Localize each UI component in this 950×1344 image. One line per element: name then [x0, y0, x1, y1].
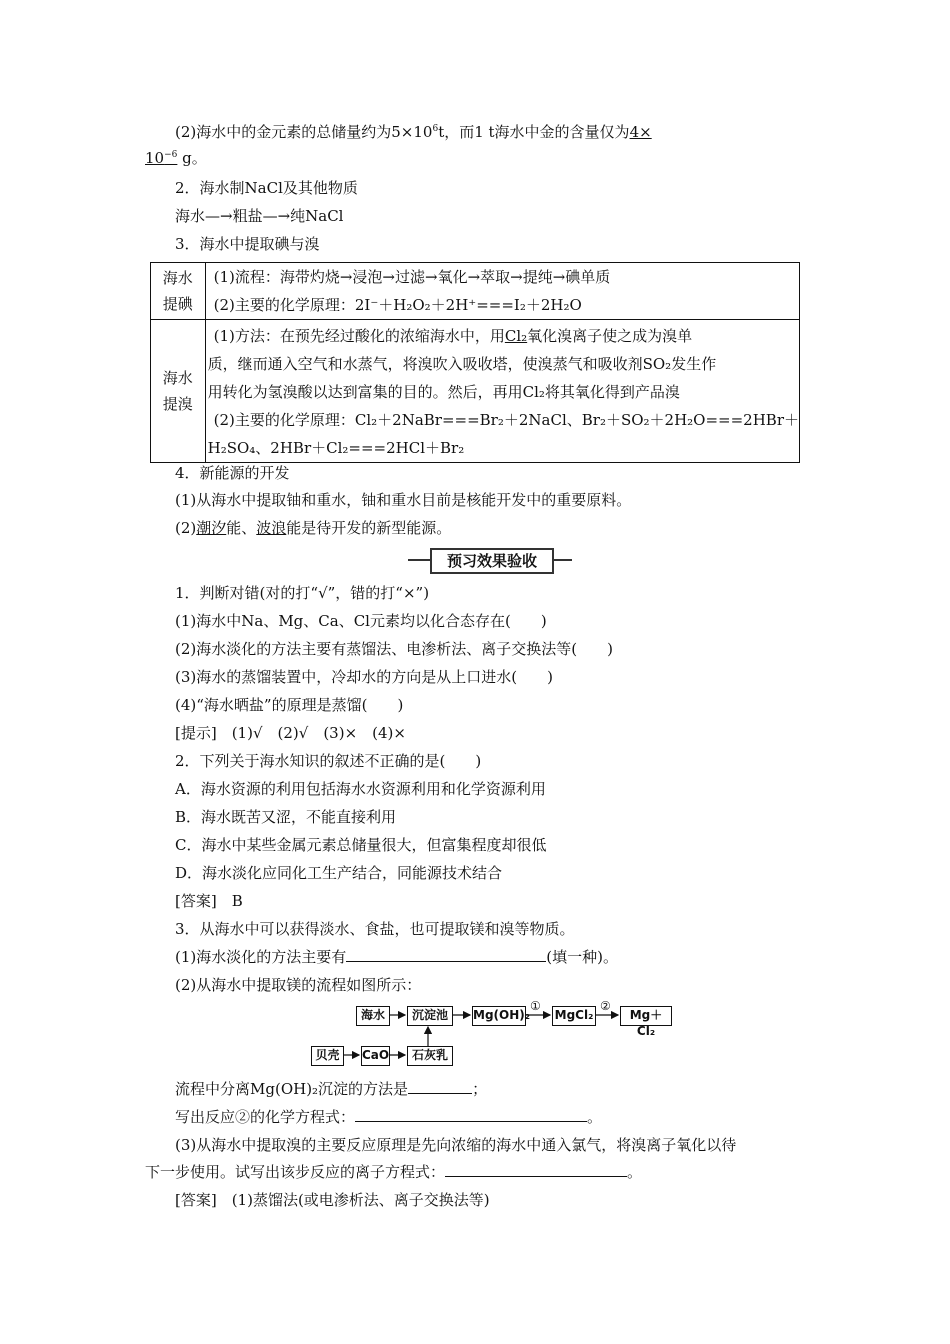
q1-item-4: (4)“海水晒盐”的原理是蒸馏( ) [175, 696, 404, 714]
gold-answer-part1: 4× [629, 123, 652, 141]
q2-title: 2．下列关于海水知识的叙述不正确的是( ) [175, 752, 482, 770]
answer-blank[interactable] [355, 1107, 587, 1122]
section-3-title: 3．海水中提取碘与溴 [175, 235, 320, 253]
answer-blank[interactable] [408, 1079, 472, 1094]
bromine-content: (1)方法：在预先经过酸化的浓缩海水中，用Cl₂氧化溴离子使之成为溴单 质，继而通入空气和水蒸气，将溴吹入吸收塔，使溴蒸气和吸收剂SO₂发生作 用转化为氢溴酸以达到富集的目的。然后，再用Cl₂将其氧化得到产品溴 (2)主要的化学原理：Cl₂＋2NaBr===Br₂＋2NaCl、Br₂＋SO₂＋2H₂O===2HBr＋ H₂SO₄、2HBr＋Cl₂===2HCl＋Br₂ [205, 320, 799, 463]
q3-part-3-line-2: 下一步使用。试写出该步反应的离子方程式： 。 [145, 1163, 643, 1181]
salt-flow: 海水—→粗盐—→纯NaCl [175, 207, 344, 225]
q2-option-d: D．海水淡化应同化工生产结合，同能源技术结合 [175, 864, 503, 882]
flow-step-2: ② [600, 999, 611, 1013]
q3-equation-2: 写出反应②的化学方程式： 。 [175, 1108, 603, 1126]
flow-cao: CaO [361, 1046, 390, 1066]
q3-separation: 流程中分离Mg(OH)₂沉淀的方法是 ； [175, 1080, 488, 1098]
flow-shell: 贝壳 [311, 1046, 344, 1066]
iodine-header: 海水提碘 [151, 263, 206, 320]
flow-product: Mg＋Cl₂ [620, 1006, 672, 1026]
banner-title: 预习效果验收 [430, 548, 554, 574]
q1-item-3: (3)海水的蒸馏装置中，冷却水的方向是从上口进水( ) [175, 668, 553, 686]
section-4-title: 4．新能源的开发 [175, 464, 290, 482]
flow-tank: 沉淀池 [407, 1006, 453, 1026]
q2-option-c: C．海水中某些金属元素总储量很大，但富集程度却很低 [175, 836, 547, 854]
flow-seawater: 海水 [356, 1006, 390, 1026]
q2-option-b: B．海水既苦又涩，不能直接利用 [175, 808, 397, 826]
gold-answer-part2: $10^{-6}$ [145, 149, 178, 167]
gold-content-line-2: $10^{-6}$ g。 [145, 149, 207, 167]
q3-part-3-line-1: (3)从海水中提取溴的主要反应原理是先向浓缩的海水中通入氯气，将溴离子氧化以待 [175, 1136, 737, 1154]
q1-hint: [提示] (1)√ (2)√ (3)× (4)× [175, 724, 406, 742]
q1-title: 1．判断对错(对的打“√”，错的打“×”) [175, 584, 430, 602]
q2-answer: [答案] B [175, 892, 243, 910]
q1-item-2: (2)海水淡化的方法主要有蒸馏法、电渗析法、离子交换法等( ) [175, 640, 613, 658]
q3-answer: [答案] (1)蒸馏法(或电渗析法、离子交换法等) [175, 1191, 490, 1209]
iodine-content: (1)流程：海带灼烧→浸泡→过滤→氧化→萃取→提纯→碘单质 (2)主要的化学原理：2I⁻＋H₂O₂＋2H⁺===I₂＋2H₂O [205, 263, 799, 320]
q3-title: 3．从海水中可以获得淡水、食盐，也可提取镁和溴等物质。 [175, 920, 575, 938]
energy-line-2: (2)潮汐能、波浪能是待开发的新型能源。 [175, 519, 452, 537]
q3-part-2: (2)从海水中提取镁的流程如图所示： [175, 976, 422, 994]
gold-content-line-1: (2)海水中的金元素的总储量约为$5\times 10^6t$，而1 t海水中金的含量仅为4× [175, 123, 652, 141]
bromine-answer: Cl₂ [504, 327, 528, 345]
bromine-header: 海水提溴 [151, 320, 206, 463]
section-2-title: 2．海水制NaCl及其他物质 [175, 179, 358, 197]
flow-mgoh2: Mg(OH)₂ [472, 1006, 526, 1026]
q1-item-1: (1)海水中Na、Mg、Ca、Cl元素均以化合态存在( ) [175, 612, 547, 630]
flow-lime: 石灰乳 [407, 1046, 453, 1066]
q3-part-1: (1)海水淡化的方法主要有 (填一种)。 [175, 948, 618, 966]
energy-line-1: (1)从海水中提取铀和重水，铀和重水目前是核能开发中的重要原料。 [175, 491, 632, 509]
answer-blank[interactable] [445, 1162, 627, 1177]
flow-step-1: ① [530, 999, 541, 1013]
flow-mgcl2: MgCl₂ [552, 1006, 596, 1026]
q2-option-a: A．海水资源的利用包括海水水资源利用和化学资源利用 [175, 780, 546, 798]
